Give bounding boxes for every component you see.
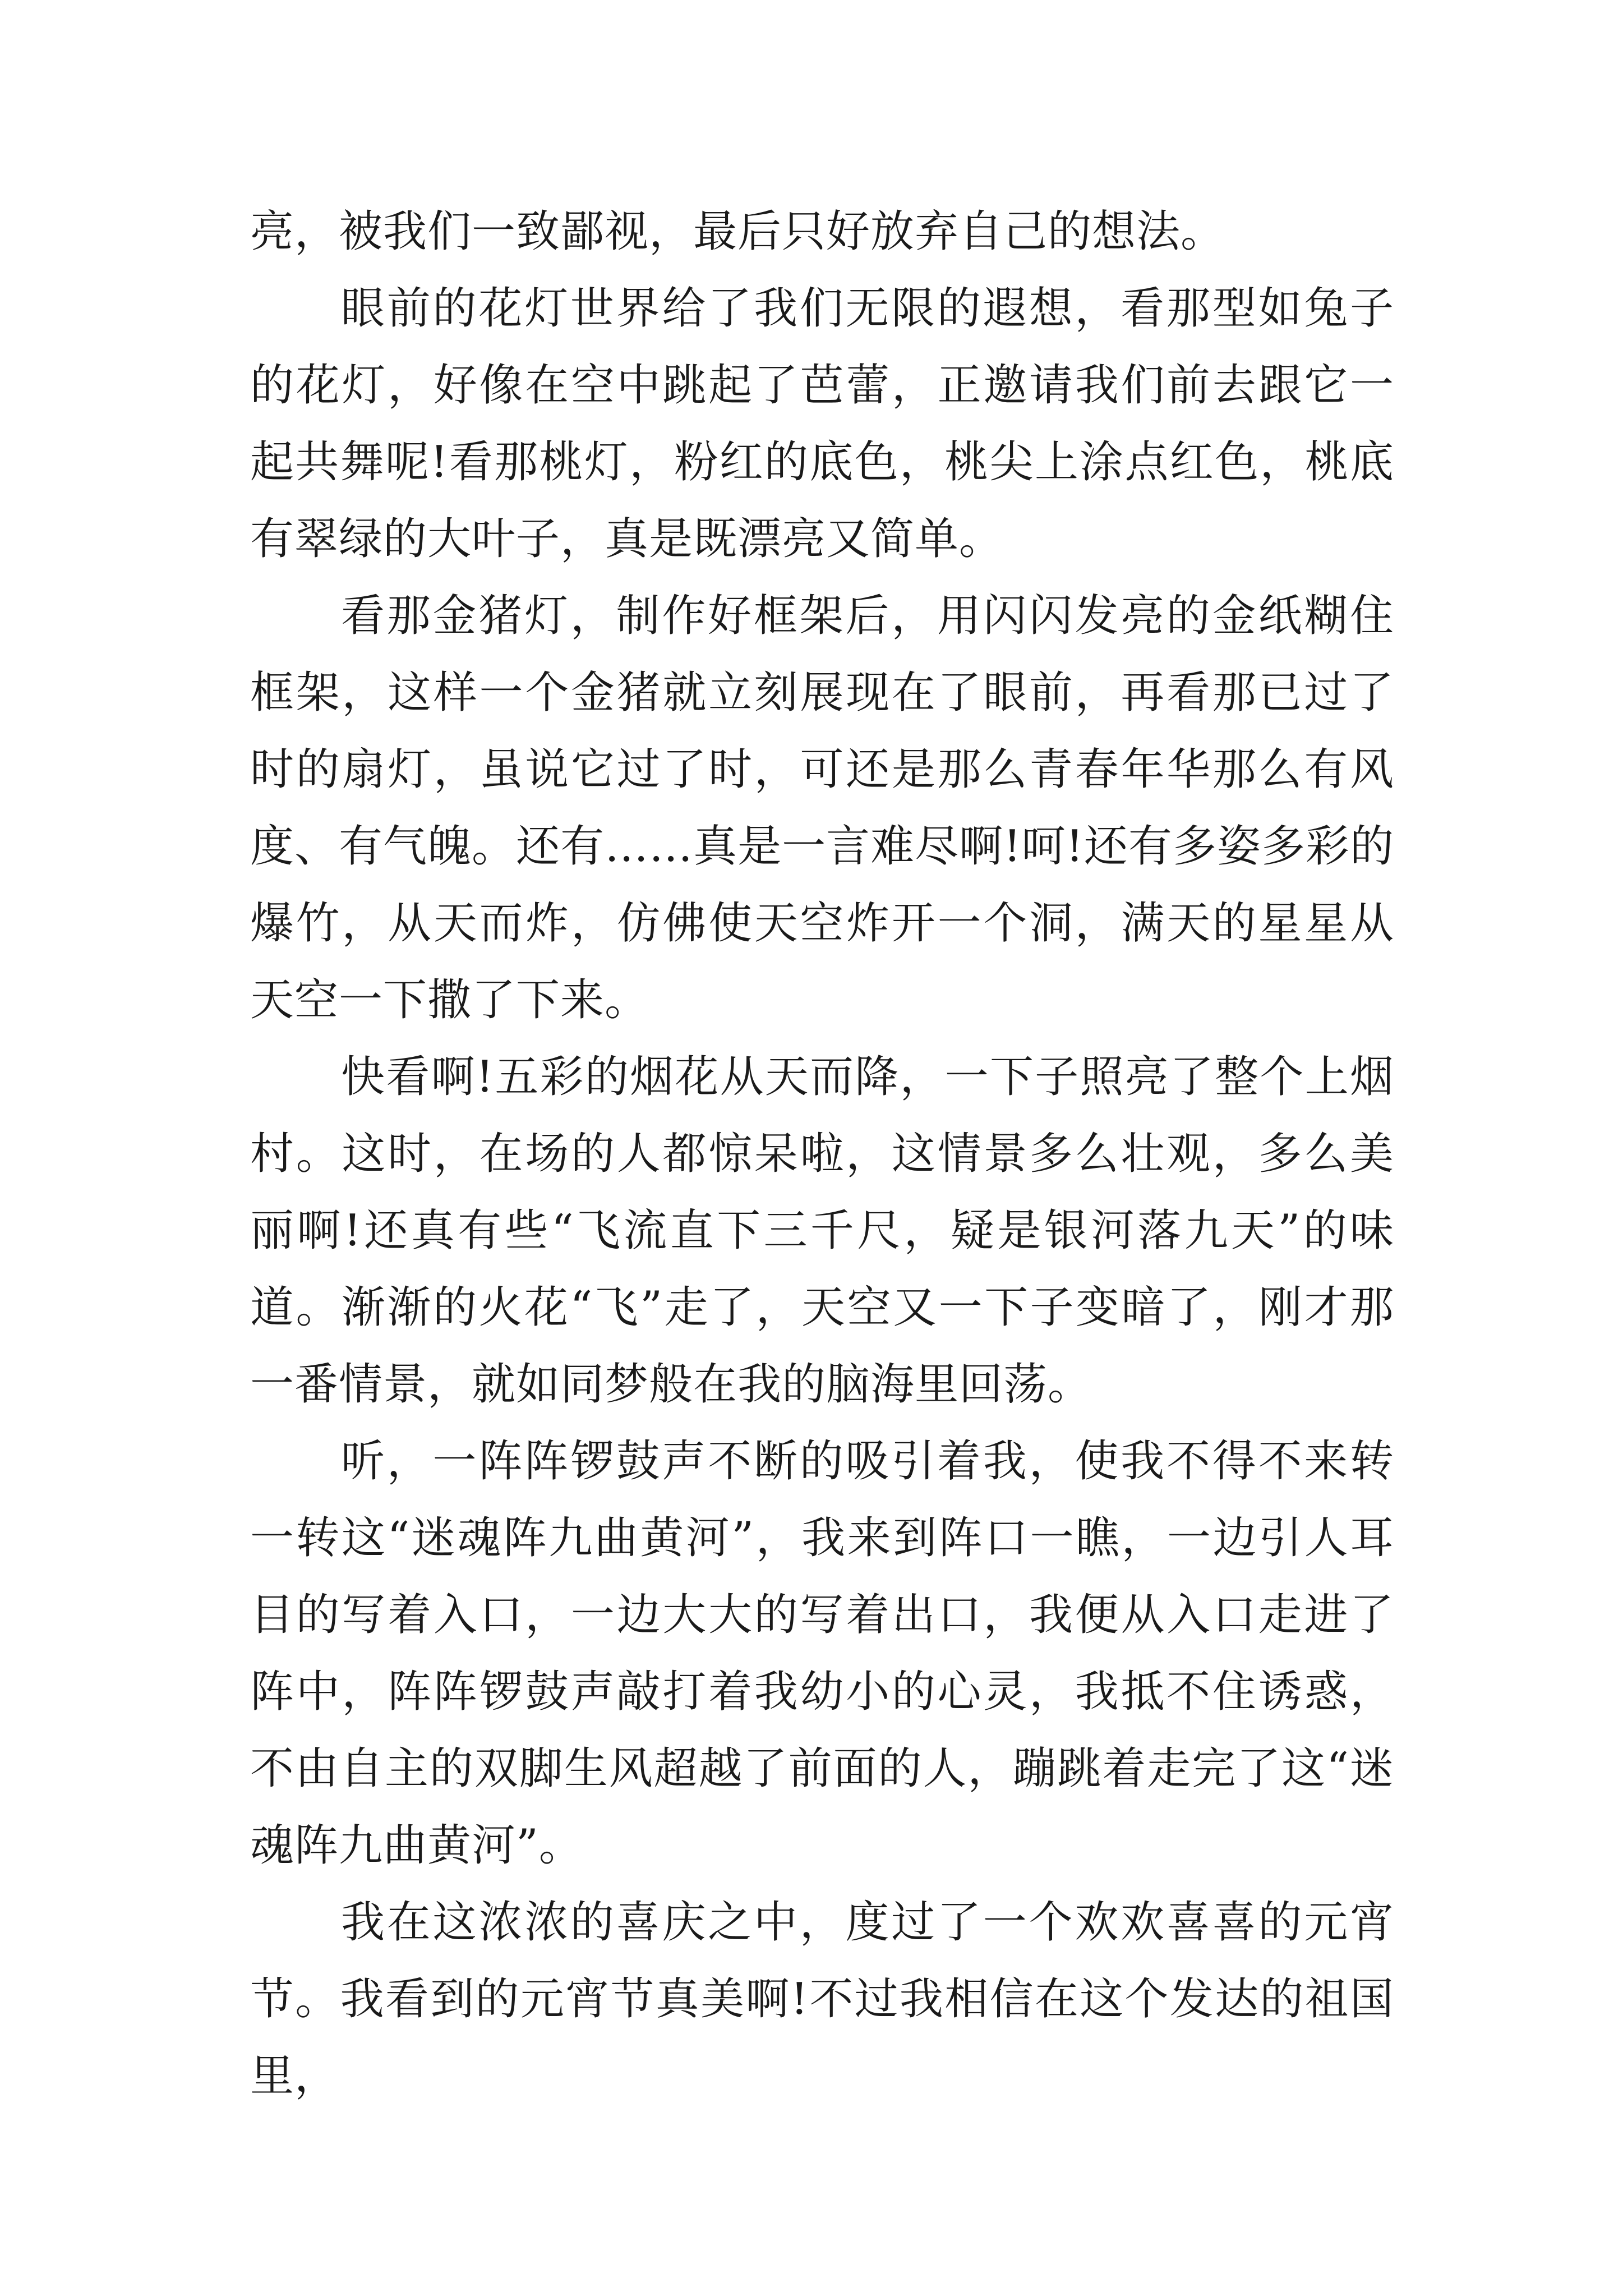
paragraph-6: 我在这浓浓的喜庆之中，度过了一个欢欢喜喜的元宵节。我看到的元宵节真美啊!不过我相信在这个发达的祖国里， xyxy=(250,1897,1394,2101)
paragraph-1: 亮，被我们一致鄙视，最后只好放弃自己的想法。 xyxy=(250,206,1225,257)
paragraph-2: 眼前的花灯世界给了我们无限的遐想，看那型如兔子的花灯，好像在空中跳起了芭蕾，正邀请我们前去跟它一起共舞呢!看那桃灯，粉红的底色，桃尖上涂点红色，桃底有翠绿的大叶子，真是既漂亮又简单。 xyxy=(250,283,1394,564)
paragraph-5: 听，一阵阵锣鼓声不断的吸引着我，使我不得不来转一转这“迷魂阵九曲黄河”，我来到阵口一瞧，一边引人耳目的写着入口，一边大大的写着出口，我便从入口走进了阵中，阵阵锣鼓声敲打着我幼小的心灵，我抵不住诱惑，不由自主的双脚生风超越了前面的人，蹦跳着走完了这“迷魂阵九曲黄河”。 xyxy=(250,1436,1394,1871)
paragraph-3: 看那金猪灯，制作好框架后，用闪闪发亮的金纸糊住框架，这样一个金猪就立刻展现在了眼前，再看那已过了时的扇灯，虽说它过了时，可还是那么青春年华那么有风度、有气魄。还有……真是一言难尽啊!呵!还有多姿多彩的爆竹，从天而炸，仿佛使天空炸开一个洞，满天的星星从天空一下撒了下来。 xyxy=(250,591,1394,1025)
paragraph-4: 快看啊!五彩的烟花从天而降，一下子照亮了整个上烟村。这时，在场的人都惊呆啦，这情景多么壮观，多么美丽啊!还真有些“飞流直下三千尺，疑是银河落九天”的味道。渐渐的火花“飞”走了，天空又一下子变暗了，刚才那一番情景，就如同梦般在我的脑海里回荡。 xyxy=(250,1052,1394,1410)
essay-body xyxy=(250,194,1394,2115)
